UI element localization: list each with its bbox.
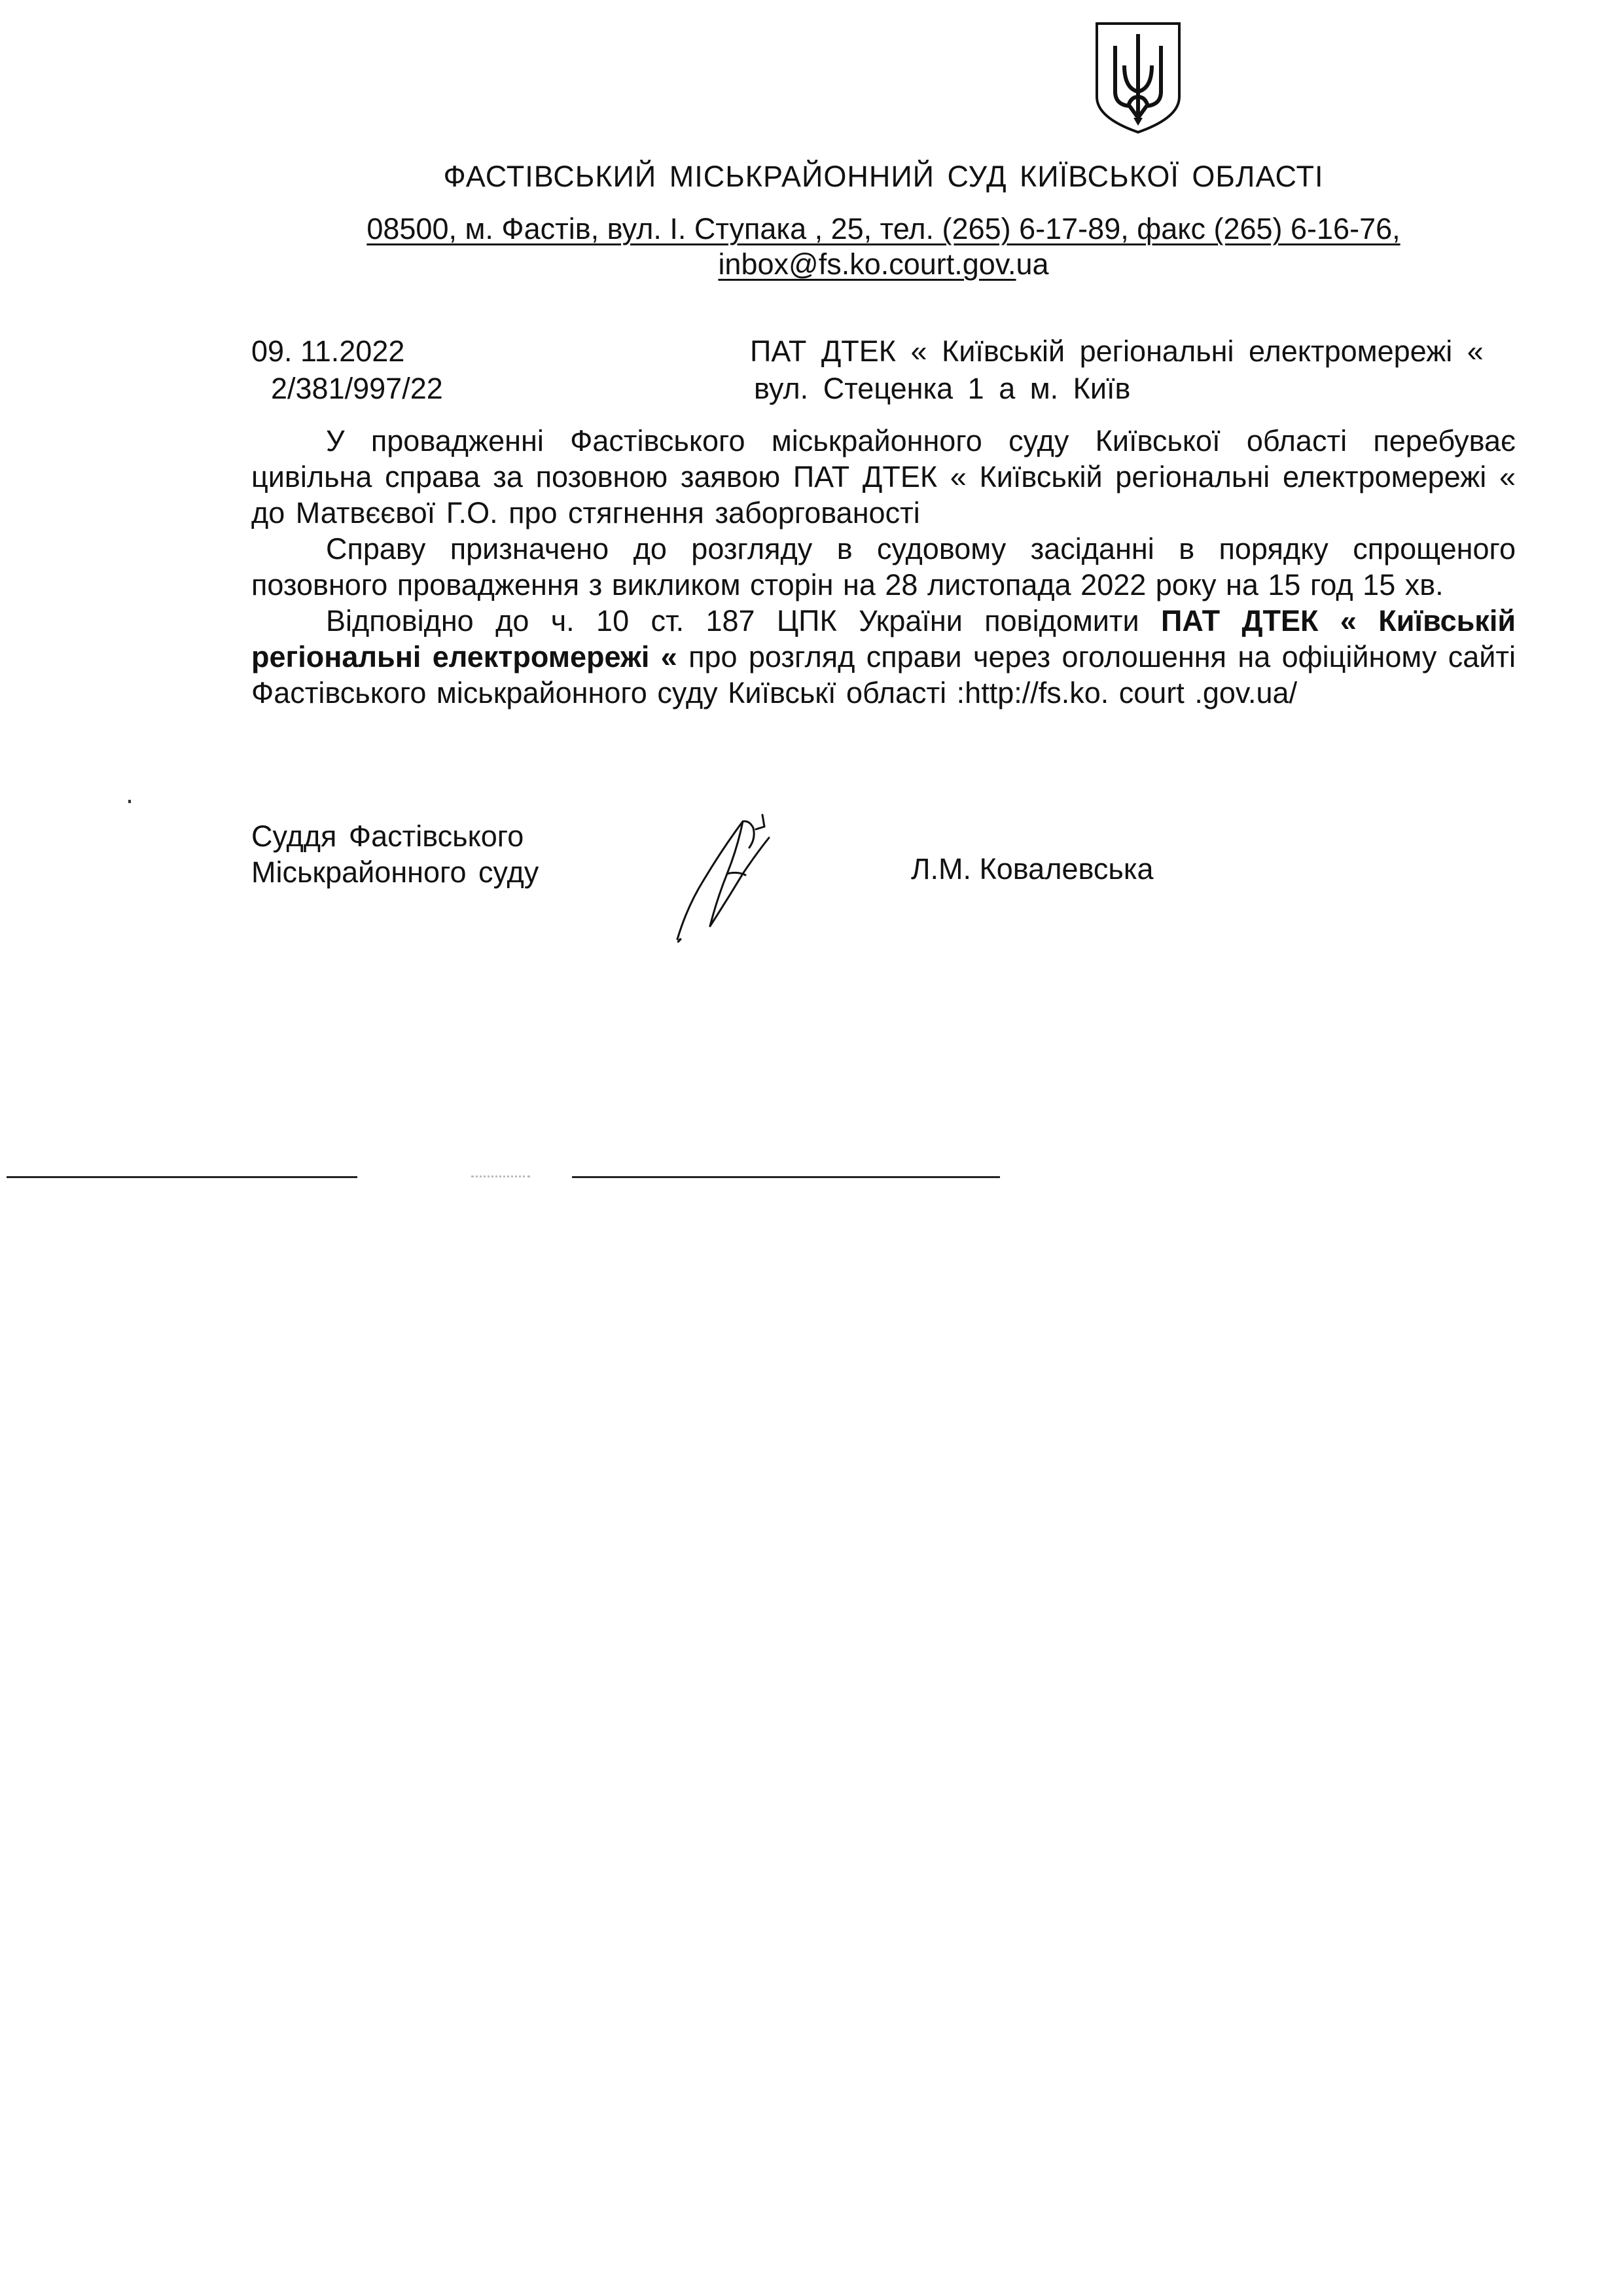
notice-paragraph-3-end: про розгляд справи через оголошення на офіційному сайті Фастівського міськрайонного суду Київськї області :http://fs.ko. court .gov.ua/ <box>251 640 1516 709</box>
notice-paragraph-3 <box>251 603 1516 711</box>
document-date: 09. 11.2022 <box>251 334 405 368</box>
judge-name: Л.М. Ковалевська <box>911 852 1154 886</box>
recipient-address: вул. Стеценка 1 а м. Київ <box>754 372 1131 405</box>
court-address <box>0 212 1623 246</box>
coat-of-arms-icon <box>1090 20 1186 135</box>
recipient-name: ПАТ ДТЕК « Київській регіональні електромережі « <box>750 334 1484 368</box>
court-address-text: 08500, м. Фастів, вул. І. Ступака , 25, тел. (265) 6-17-89, факс (265) 6-16-76, <box>366 212 1400 245</box>
footer-divider-left <box>7 1176 357 1178</box>
court-email[interactable] <box>0 247 1623 281</box>
footer-divider-dots <box>471 1175 530 1179</box>
recipient-block <box>750 332 1484 407</box>
court-name: ФАСТІВСЬКИЙ МІСЬКРАЙОННИЙ СУД КИЇВСЬКОЇ ОБЛАСТІ <box>443 160 1324 193</box>
footer-divider-right <box>572 1176 1000 1178</box>
court-email-tld: ua <box>1016 247 1049 281</box>
court-email-link[interactable]: inbox@fs.ko.court.gov. <box>718 247 1016 281</box>
judge-position <box>251 818 539 890</box>
notice-recipient-bold: ПАТ ДТЕК « Київській регіональні електромережі « <box>251 604 1516 673</box>
scan-speck <box>128 800 131 803</box>
notice-paragraph-3-start: Відповідно до ч. 10 ст. 187 ЦПК України повідомити <box>326 604 1162 637</box>
reference-number: 2/381/997/22 <box>271 372 443 405</box>
handwritten-signature-icon <box>664 808 792 946</box>
notice-paragraph-1: У провадженні Фастівського міськрайонного суду Київської області перебуває цивільна справа за позовною заявою ПАТ ДТЕК « Київській регіональні електромережі « до Матвєєвої Г.О. про стягнення заборгованості <box>251 424 1516 529</box>
notice-body <box>251 423 1516 711</box>
date-reference-block <box>251 332 443 407</box>
judge-position-line-2: Міськрайонного суду <box>251 855 539 889</box>
notice-paragraph-2: Справу призначено до розгляду в судовому засіданні в порядку спрощеного позовного провадження з викликом сторін на 28 листопада 2022 року на 15 год 15 хв. <box>251 532 1516 601</box>
judge-position-line-1: Суддя Фастівського <box>251 819 524 853</box>
